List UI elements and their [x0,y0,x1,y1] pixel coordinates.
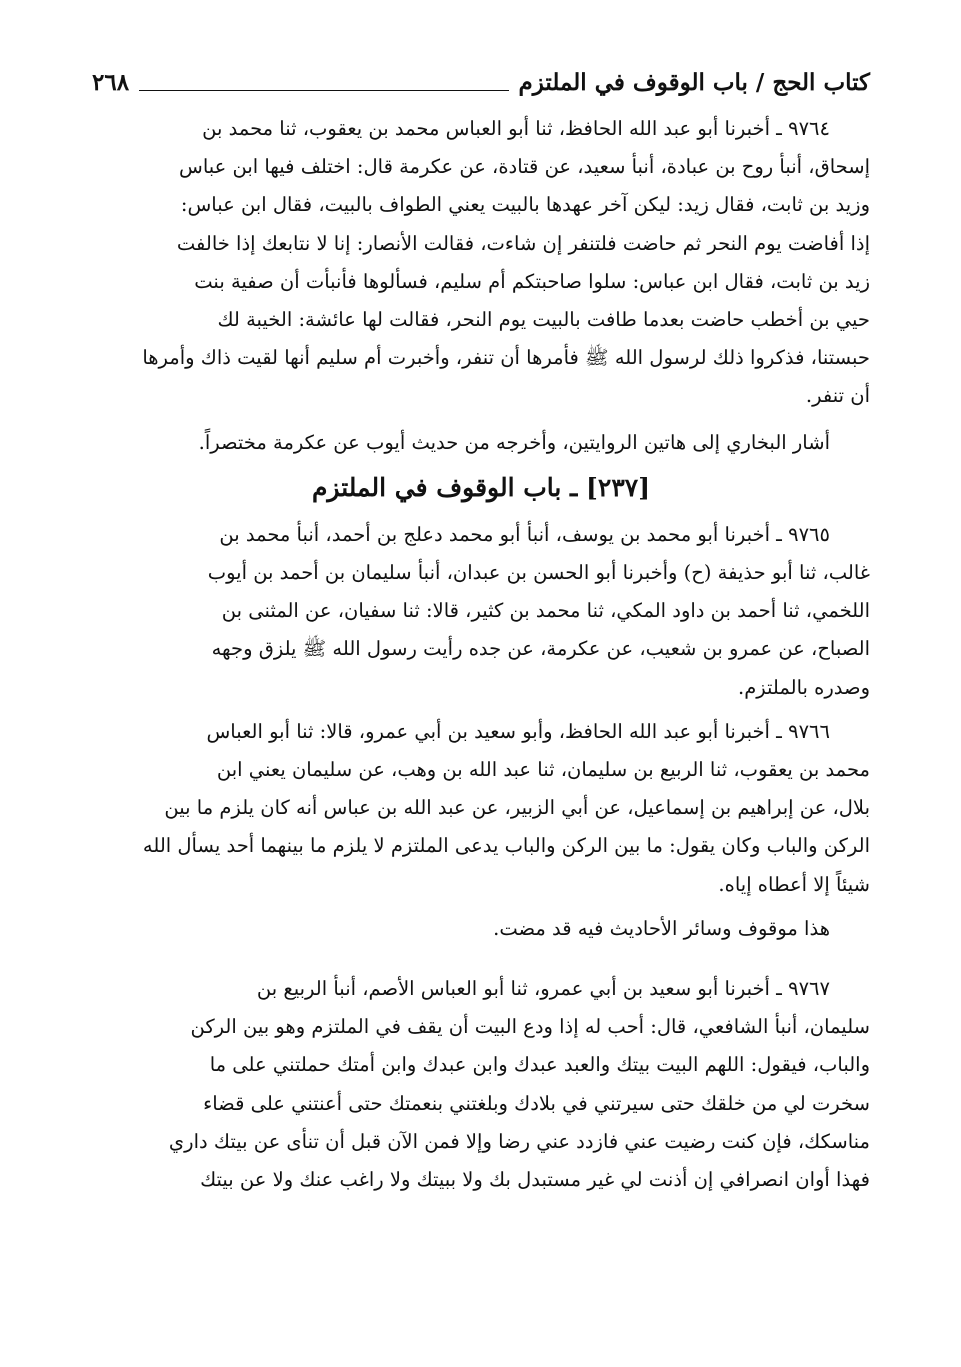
text-line: شيئاً إلا أعطاه إياه. [718,872,870,896]
text-line: هذا موقوف وسائر الأحاديث فيه قد مضت. [493,916,830,940]
text-line: محمد بن يعقوب، ثنا الربيع بن سليمان، ثنا عبد الله بن وهب، عن سليمان يعني ابن [216,758,870,782]
commentary-note [92,910,870,948]
text-line: غالب، ثنا أبو حذيفة (ح) وأخبرنا أبو الحسن بن عبدان، أنبأ سليمان بن أحمد بن أيوب [207,561,870,585]
text-line: زيد بن ثابت، فقال ابن عباس: سلوا صاحبتكم أم سليم، فسألوها فأنبأت أن صفية بنت [194,269,870,293]
hadith-9764 [92,110,870,416]
text-line: اللخمي، ثنا أحمد بن داود المكي، ثنا محمد بن كثير، قالا: ثنا سفيان، عن المثنى بن [221,599,870,623]
text-line: سخرت لي من خلقك حتى سيرتني في بلادك وبلغتني بنعمتك حتى أعنتني على قضاء [203,1091,870,1115]
text-line: مناسكك، فإن كنت رضيت عني فازدد عني رضا وإلا فمن الآن قبل أن تنأى عن بيتك داري [168,1129,870,1153]
text-line: إسحاق، أنبأ روح بن عبادة، أنبأ سعيد، عن قتادة، عن عكرمة قال: اختلف فيها ابن عباس [179,155,870,179]
page-number: ٢٦٨ [92,68,130,96]
chapter-heading: [٢٣٧] ـ باب الوقوف في الملتزم [311,472,651,502]
text-line: أشار البخاري إلى هاتين الروايتين، وأخرجه من حديث أيوب عن عكرمة مختصراً. [198,430,830,454]
text-line: ٩٧٦٤ ـ أخبرنا أبو عبد الله الحافظ، ثنا أبو العباس محمد بن يعقوب، ثنا محمد بن [202,117,830,140]
text-line: ٩٧٦٥ ـ أخبرنا أبو محمد بن يوسف، أنبأ أبو محمد دعلج بن أحمد، أنبأ محمد بن [219,522,830,546]
text-line: أن تنفر. [805,384,870,408]
text-line: الركن والباب وكان يقول: ما بين الركن والباب يدعى الملتزم لا يلزم ما بينهما أحد يسأل الله [142,834,870,858]
text-line: الصباح، عن عمرو بن شعيب، عن عكرمة، عن جده رأيت رسول الله ﷺ يلزق وجهه [211,637,870,661]
running-title: كتاب الحج / باب الوقوف في الملتزم [518,68,870,96]
commentary-note [92,424,870,462]
text-line: حبستنا، فذكروا ذلك لرسول الله ﷺ فأمرها أن تنفر، وأخبرت أم سليم أنها لقيت ذاك وأمرها [142,346,870,370]
hadith-9766 [92,713,870,904]
text-line: بلال، عن إبراهيم بن إسماعيل، عن أبي الزبير، عن عبد الله بن عباس أنه كان يلزم ما بين [164,796,870,820]
hadith-9767 [92,970,870,1199]
running-header [92,64,870,100]
text-line: حيي بن أخطب حاضت بعدما طافت بالبيت يوم النحر، فقالت لها عائشة: الخيبة لك [217,308,870,332]
text-line: والباب، فيقول: اللهم البيت بيتك والعبد عبدك وابن عبدك وابن أمتك حملتني على ما [209,1053,870,1077]
book-page [92,64,870,1199]
text-line: وصدره بالملتزم. [738,675,870,699]
header-rule [139,90,508,91]
hadith-9765 [92,516,870,707]
text-line: سليمان، أنبأ الشافعي، قال: أحب له إذا ودع البيت أن يقف في الملتزم وهو بين الركن [190,1015,870,1039]
text-line: فهذا أوان انصرافي إن أذنت لي غير مستبدل بك ولا ببيتك ولا راغب عنك ولا عن بيتك [200,1168,870,1192]
text-line: وزيد بن ثابت، فقال زيد: ليكن آخر عهدها بالبيت يعني الطواف بالبيت، فقال ابن عباس: [180,193,870,217]
text-line: ٩٧٦٧ ـ أخبرنا أبو سعيد بن أبي عمرو، ثنا أبو العباس الأصم، أنبأ الربيع بن [256,977,830,1001]
text-line: ٩٧٦٦ ـ أخبرنا أبو عبد الله الحافظ، وأبو سعيد بن أبي عمرو، قالا: ثنا أبو العباس [206,719,830,743]
text-line: إذا أفاضت يوم النحر ثم حاضت فلتنفر إن شاءت، فقالت الأنصار: إنا لا نتابعك إذا خالفت [176,231,870,255]
